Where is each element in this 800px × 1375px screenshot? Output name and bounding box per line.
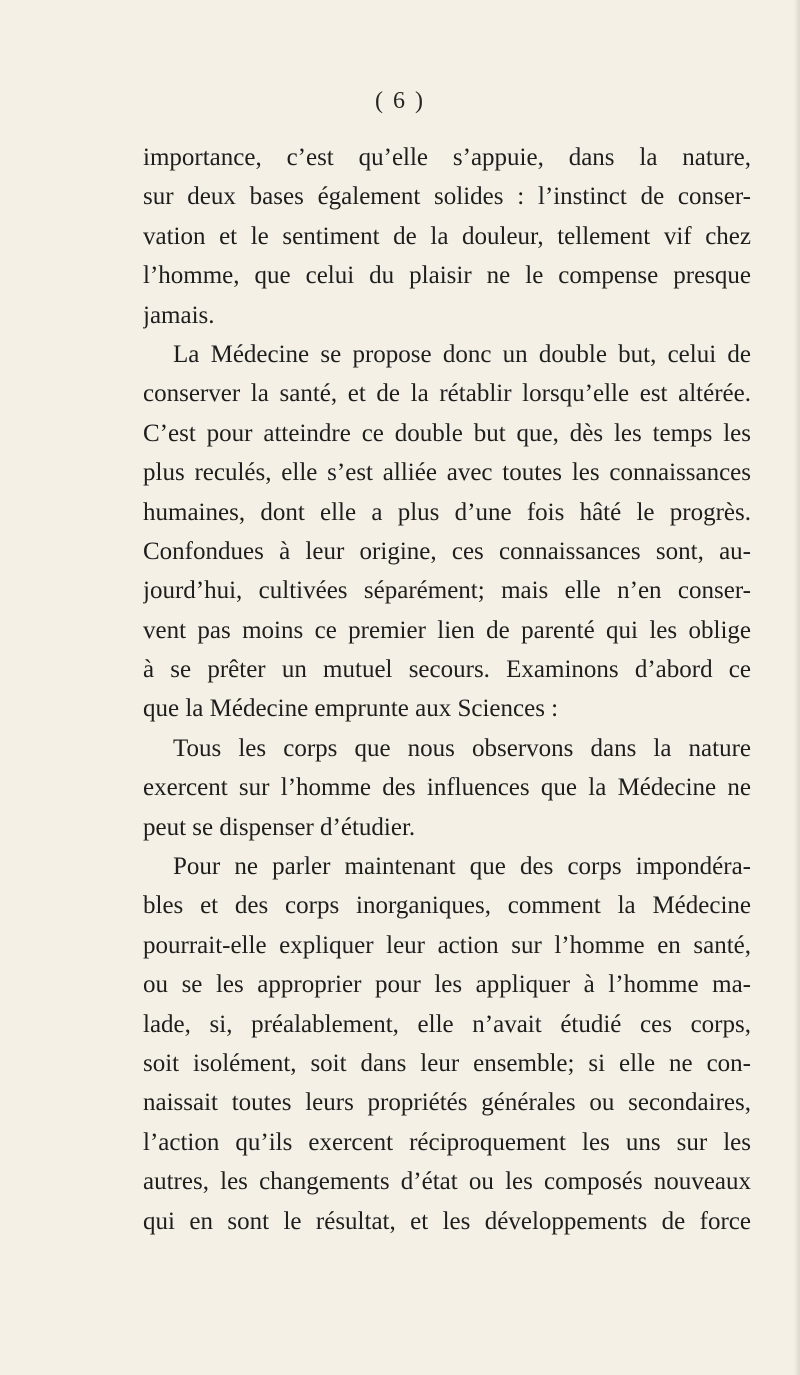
body-text: [143, 138, 751, 1241]
text-line: Tous les corps que nous observons dans la nature: [173, 734, 751, 762]
text-line: Confondues à leur origine, ces connaissances sont, au-: [143, 537, 751, 565]
text-line: jamais.: [143, 301, 215, 329]
text-line: C’est pour atteindre ce double but que, dès les temps les: [143, 419, 751, 447]
text-line: ou se les approprier pour les appliquer à l’homme ma-: [143, 971, 751, 999]
text-line: bles et des corps inorganiques, comment la Médecine: [143, 892, 751, 920]
text-line: naissait toutes leurs propriétés générales ou secondaires,: [143, 1089, 751, 1117]
text-line: peut se dispenser d’étudier.: [143, 813, 416, 841]
text-line: Pour ne parler maintenant que des corps impondéra-: [173, 853, 751, 881]
text-line: qui en sont le résultat, et les développements de force: [143, 1207, 751, 1235]
text-line: sur deux bases également solides : l’instinct de conser-: [143, 183, 751, 211]
text-line: pourrait-elle expliquer leur action sur l’homme en santé,: [143, 931, 751, 959]
text-line: vation et le sentiment de la douleur, tellement vif chez: [143, 222, 751, 250]
text-line: La Médecine se propose donc un double but, celui de: [173, 340, 751, 368]
text-line: exercent sur l’homme des influences que la Médecine ne: [143, 774, 751, 802]
page-edge-shadow: [794, 0, 800, 1375]
text-line: soit isolément, soit dans leur ensemble; si elle ne con-: [143, 1049, 751, 1077]
text-line: l’action qu’ils exercent réciproquement les uns sur les: [143, 1128, 751, 1156]
page-number: ( 6 ): [375, 88, 425, 114]
text-line: que la Médecine emprunte aux Sciences :: [143, 695, 559, 723]
text-line: conserver la santé, et de la rétablir lorsqu’elle est altérée.: [143, 380, 751, 408]
text-line: vent pas moins ce premier lien de parenté qui les oblige: [143, 616, 751, 644]
text-line: plus reculés, elle s’est alliée avec toutes les connaissances: [143, 459, 751, 487]
text-line: importance, c’est qu’elle s’appuie, dans la nature,: [143, 144, 751, 171]
text-line: autres, les changements d’état ou les composés nouveaux: [143, 1168, 751, 1196]
text-line: l’homme, que celui du plaisir ne le compense presque: [143, 262, 751, 290]
text-line: à se prêter un mutuel secours. Examinons d’abord ce: [143, 656, 751, 684]
text-line: lade, si, préalablement, elle n’avait étudié ces corps,: [143, 1010, 751, 1038]
text-line: jourd’hui, cultivées séparément; mais elle n’en conser-: [143, 577, 751, 605]
text-line: humaines, dont elle a plus d’une fois hâté le progrès.: [143, 498, 751, 526]
